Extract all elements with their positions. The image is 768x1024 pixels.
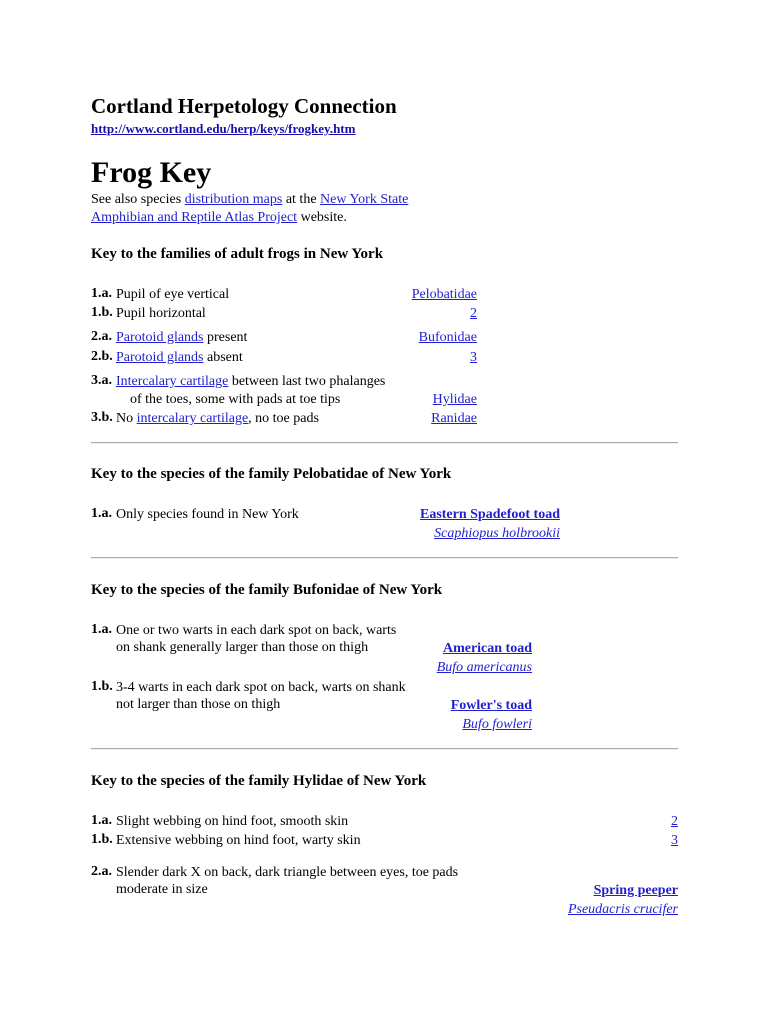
bufonidae-1b-text: 3-4 warts in each dark spot on back, warts on shank bbox=[116, 680, 406, 695]
distribution-maps-link[interactable]: distribution maps bbox=[184, 192, 283, 207]
families-2b-num: 2.b. bbox=[91, 349, 113, 364]
pelobatidae-heading: Key to the species of the family Pelobatidae of New York bbox=[91, 466, 452, 482]
families-3a-row bbox=[116, 373, 385, 391]
page-title: Frog Key bbox=[91, 156, 212, 189]
families-1b-text: Pupil horizontal bbox=[116, 306, 206, 321]
hylidae-2a-text-2: moderate in size bbox=[116, 882, 208, 897]
families-3a-num: 3.a. bbox=[91, 373, 112, 388]
hylidae-1a-num: 1.a. bbox=[91, 813, 112, 828]
bufonidae-1a-text: One or two warts in each dark spot on back, warts bbox=[116, 623, 397, 638]
pelobatidae-link[interactable]: Pelobatidae bbox=[411, 287, 477, 302]
pseudacris-crucifer-link[interactable]: Pseudacris crucifer bbox=[567, 902, 678, 917]
hylidae-2a-text: Slender dark X on back, dark triangle between eyes, toe pads bbox=[116, 865, 459, 880]
intro-line-1 bbox=[91, 191, 408, 209]
families-3b-row bbox=[116, 410, 319, 428]
hylidae-goto-3-link[interactable]: 3 bbox=[671, 833, 678, 848]
hylidae-goto-2-link[interactable]: 2 bbox=[671, 814, 678, 829]
bufonidae-1a-text-2: on shank generally larger than those on thigh bbox=[116, 640, 369, 655]
families-3a-text-2: of the toes, some with pads at toe tips bbox=[130, 392, 341, 407]
ranidae-link[interactable]: Ranidae bbox=[431, 411, 477, 426]
families-2a-text: present bbox=[203, 330, 248, 345]
scaphiopus-link[interactable]: Scaphiopus holbrookii bbox=[434, 526, 560, 541]
families-goto-2-link[interactable]: 2 bbox=[470, 306, 477, 321]
parotoid-glands-link-2[interactable]: Parotoid glands bbox=[116, 350, 204, 365]
families-3b-pre: No bbox=[116, 411, 137, 426]
bufonidae-1b-text-2: not larger than those on thigh bbox=[116, 697, 281, 712]
bufonidae-1a-num: 1.a. bbox=[91, 622, 112, 637]
bufonidae-link[interactable]: Bufonidae bbox=[418, 330, 477, 345]
hylidae-2a-num: 2.a. bbox=[91, 864, 112, 879]
families-1b-num: 1.b. bbox=[91, 305, 113, 320]
divider bbox=[91, 557, 678, 559]
site-url-link[interactable]: http://www.cortland.edu/herp/keys/frogkey.htm bbox=[91, 121, 356, 136]
intro-line-2 bbox=[91, 209, 347, 227]
american-toad-link[interactable]: American toad bbox=[442, 641, 532, 656]
families-1a-text: Pupil of eye vertical bbox=[116, 287, 230, 302]
spring-peeper-link[interactable]: Spring peeper bbox=[593, 883, 678, 898]
hylidae-1b-text: Extensive webbing on hind foot, warty skin bbox=[116, 833, 361, 848]
intro-text-2: at the bbox=[282, 192, 321, 207]
hylidae-1b-num: 1.b. bbox=[91, 832, 113, 847]
bufonidae-1b-num: 1.b. bbox=[91, 679, 113, 694]
ny-state-link[interactable]: New York State bbox=[320, 192, 409, 207]
families-goto-3-link[interactable]: 3 bbox=[470, 350, 477, 365]
families-2b-row bbox=[116, 349, 243, 367]
families-3a-text: between last two phalanges bbox=[228, 374, 386, 389]
site-title: Cortland Herpetology Connection bbox=[91, 94, 397, 118]
families-3b-num: 3.b. bbox=[91, 410, 113, 425]
families-2a-num: 2.a. bbox=[91, 329, 112, 344]
intercalary-cartilage-link-2[interactable]: intercalary cartilage bbox=[136, 411, 249, 426]
hylidae-heading: Key to the species of the family Hylidae of New York bbox=[91, 773, 427, 789]
families-heading: Key to the families of adult frogs in New York bbox=[91, 246, 384, 262]
families-3b-text: , no toe pads bbox=[248, 411, 319, 426]
fowlers-toad-link[interactable]: Fowler's toad bbox=[450, 698, 532, 713]
bufo-americanus-link[interactable]: Bufo americanus bbox=[436, 660, 532, 675]
bufonidae-heading: Key to the species of the family Bufonidae of New York bbox=[91, 582, 443, 598]
families-2a-row bbox=[116, 329, 247, 347]
intro-text-3: website. bbox=[297, 210, 347, 225]
intercalary-cartilage-link[interactable]: Intercalary cartilage bbox=[116, 374, 229, 389]
intro-text-1: See also species bbox=[91, 192, 185, 207]
hylidae-link[interactable]: Hylidae bbox=[432, 392, 477, 407]
divider bbox=[91, 748, 678, 750]
divider bbox=[91, 442, 678, 444]
families-2b-text: absent bbox=[203, 350, 243, 365]
pelobatidae-1a-num: 1.a. bbox=[91, 506, 112, 521]
eastern-spadefoot-link[interactable]: Eastern Spadefoot toad bbox=[419, 507, 560, 522]
pelobatidae-1a-text: Only species found in New York bbox=[116, 507, 299, 522]
families-1a-num: 1.a. bbox=[91, 286, 112, 301]
hylidae-1a-text: Slight webbing on hind foot, smooth skin bbox=[116, 814, 349, 829]
parotoid-glands-link[interactable]: Parotoid glands bbox=[116, 330, 204, 345]
atlas-project-link[interactable]: Amphibian and Reptile Atlas Project bbox=[91, 210, 298, 225]
bufo-fowleri-link[interactable]: Bufo fowleri bbox=[462, 717, 532, 732]
